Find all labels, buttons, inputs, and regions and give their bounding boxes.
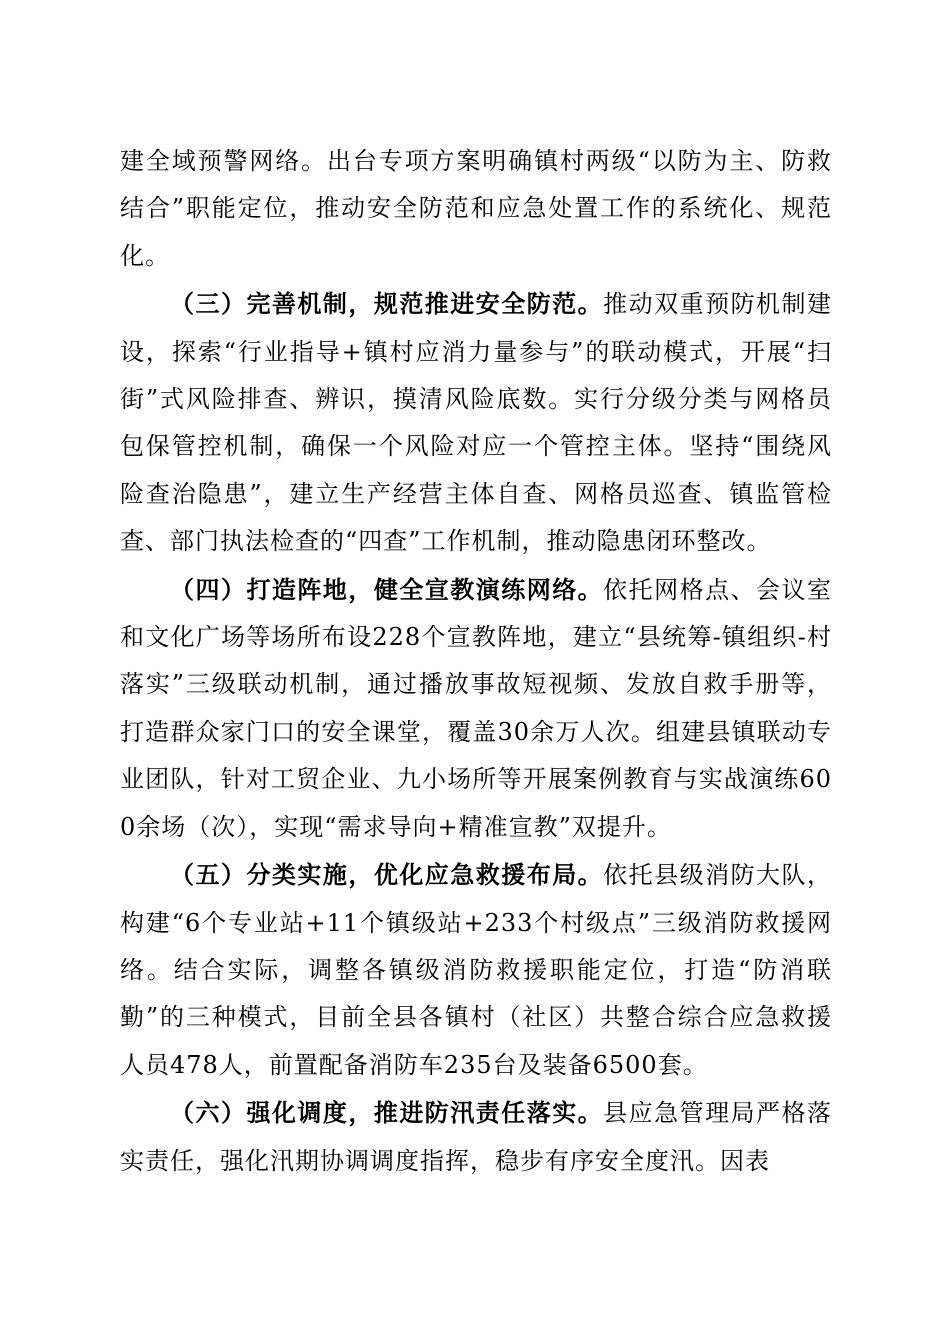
section-heading: （三）完善机制，规范推进安全防范。 <box>170 289 604 319</box>
paragraph-body: 县应急管理局严格落实责任，强化汛期协调调度指挥，稳步有序安全度汛。因表 <box>120 1099 833 1175</box>
paragraph-section-6 <box>120 1089 832 1185</box>
document-page <box>120 138 832 1185</box>
paragraph-section-3 <box>120 280 832 565</box>
section-heading: （六）强化调度，推进防汛责任落实。 <box>170 1098 604 1128</box>
paragraph-continuation <box>120 138 832 280</box>
paragraph-section-5 <box>120 851 832 1089</box>
paragraph-body: 依托网格点、会议室和文化广场等场所布设228个宣教阵地，建立“县统筹-镇组织-村落实”三级联动机制，通过播放事故短视频、发放自救手册等，打造群众家门口的安全课堂，覆盖30余万人次。组建县镇联动专业团队，针对工贸企业、九小场所等开展案例教育与实战演练600余场（次），实现“需求导向+精准宣教”双提升。 <box>120 575 833 841</box>
paragraph-body: 依托县级消防大队，构建“6个专业站+11个镇级站+233个村级点”三级消防救援网络。结合实际，调整各镇级消防救援职能定位，打造“防消联勤”的三种模式，目前全县各镇村（社区）共整合综合应急救援人员478人，前置配备消防车235台及装备6500套。 <box>120 861 833 1079</box>
section-heading: （五）分类实施，优化应急救援布局。 <box>170 860 604 890</box>
paragraph-body: 推动双重预防机制建设，探索“行业指导+镇村应消力量参与”的联动模式，开展“扫街”式风险排查、辨识，摸清风险底数。实行分级分类与网格员包保管控机制，确保一个风险对应一个管控主体。坚持“围绕风险查治隐患”，建立生产经营主体自查、网格员巡查、镇监管检查、部门执法检查的“四查”工作机制，推动隐患闭环整改。 <box>120 290 833 556</box>
paragraph-section-4 <box>120 566 832 851</box>
paragraph-body: 建全域预警网络。出台专项方案明确镇村两级“以防为主、防救结合”职能定位，推动安全防范和应急处置工作的系统化、规范化。 <box>120 147 832 270</box>
section-heading: （四）打造阵地，健全宣教演练网络。 <box>170 574 604 604</box>
